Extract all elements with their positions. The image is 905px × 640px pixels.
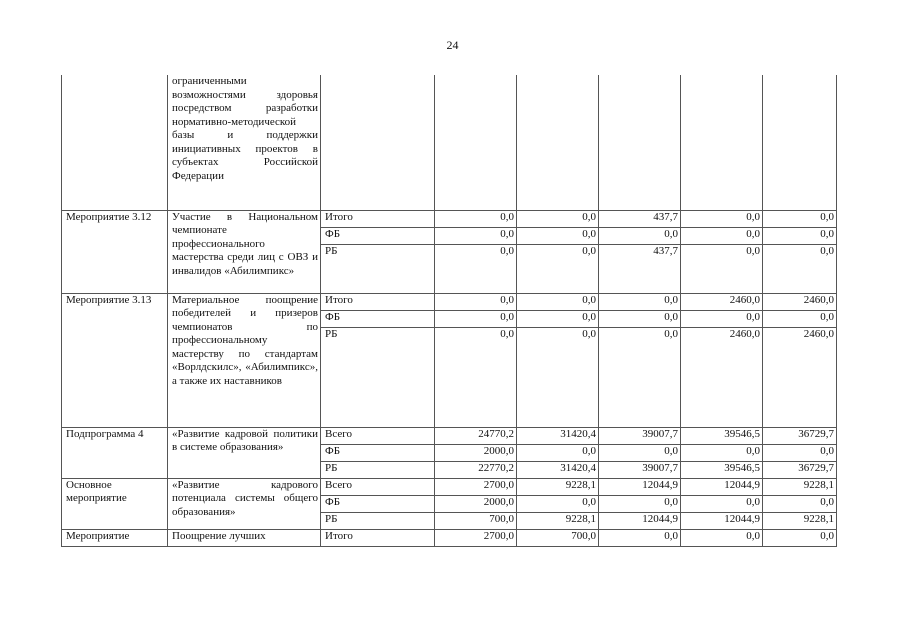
table-row — [62, 293, 837, 310]
amount-cell: 0,0 — [763, 210, 837, 227]
funding-source-cell: ФБ — [321, 227, 435, 244]
amount-cell: 437,7 — [599, 210, 681, 227]
funding-source-cell: РБ — [321, 512, 435, 529]
funding-source-cell: ФБ — [321, 444, 435, 461]
description-cell: Поощрение лучших — [168, 529, 321, 546]
amount-cell: 0,0 — [517, 244, 599, 293]
amount-cell: 0,0 — [517, 310, 599, 327]
amount-cell — [681, 75, 763, 210]
amount-cell: 0,0 — [435, 244, 517, 293]
amount-cell: 39007,7 — [599, 461, 681, 478]
amount-cell: 2460,0 — [681, 327, 763, 427]
amount-cell: 0,0 — [681, 444, 763, 461]
amount-cell: 0,0 — [517, 444, 599, 461]
funding-source-cell — [321, 75, 435, 210]
budget-table — [61, 75, 837, 547]
funding-source-cell: Итого — [321, 529, 435, 546]
amount-cell: 0,0 — [435, 227, 517, 244]
amount-cell: 2460,0 — [681, 293, 763, 310]
amount-cell: 700,0 — [517, 529, 599, 546]
amount-cell: 0,0 — [599, 310, 681, 327]
amount-cell: 24770,2 — [435, 427, 517, 444]
table-row — [62, 210, 837, 227]
amount-cell: 31420,4 — [517, 427, 599, 444]
funding-source-cell: Итого — [321, 293, 435, 310]
amount-cell: 0,0 — [681, 310, 763, 327]
amount-cell: 2700,0 — [435, 529, 517, 546]
amount-cell: 12044,9 — [681, 512, 763, 529]
amount-cell — [599, 75, 681, 210]
funding-source-cell: РБ — [321, 327, 435, 427]
amount-cell: 0,0 — [599, 227, 681, 244]
amount-cell: 0,0 — [517, 227, 599, 244]
amount-cell: 0,0 — [435, 310, 517, 327]
amount-cell: 2460,0 — [763, 327, 837, 427]
amount-cell: 0,0 — [763, 227, 837, 244]
amount-cell: 0,0 — [435, 293, 517, 310]
amount-cell: 12044,9 — [599, 478, 681, 495]
table-row — [62, 478, 837, 495]
amount-cell: 36729,7 — [763, 461, 837, 478]
amount-cell: 0,0 — [681, 227, 763, 244]
amount-cell: 9228,1 — [517, 512, 599, 529]
amount-cell: 0,0 — [517, 495, 599, 512]
amount-cell: 9228,1 — [517, 478, 599, 495]
funding-source-cell: ФБ — [321, 495, 435, 512]
amount-cell: 0,0 — [763, 444, 837, 461]
amount-cell: 0,0 — [599, 495, 681, 512]
amount-cell: 0,0 — [763, 529, 837, 546]
amount-cell: 0,0 — [599, 444, 681, 461]
event-cell: Мероприятие 3.12 — [62, 210, 168, 293]
amount-cell: 0,0 — [763, 495, 837, 512]
amount-cell: 0,0 — [599, 327, 681, 427]
amount-cell: 437,7 — [599, 244, 681, 293]
amount-cell: 2700,0 — [435, 478, 517, 495]
amount-cell — [763, 75, 837, 210]
event-cell — [62, 75, 168, 210]
description-cell: ограниченными возможностями здоровья посредством разработки нормативно-методической базы и поддержки инициативных проектов в субъектах Российской Федерации — [168, 75, 321, 210]
funding-source-cell: Всего — [321, 427, 435, 444]
amount-cell: 39546,5 — [681, 427, 763, 444]
description-cell: «Развитие кадрового потенциала системы общего образования» — [168, 478, 321, 529]
event-cell: Основное мероприятие — [62, 478, 168, 529]
amount-cell: 39546,5 — [681, 461, 763, 478]
description-cell: Материальное поощрение победителей и призеров чемпионатов по профессиональному мастерству по стандартам «Ворлдскилс», «Абилимпикс», а также их наставников — [168, 293, 321, 427]
amount-cell: 0,0 — [435, 210, 517, 227]
amount-cell — [517, 75, 599, 210]
amount-cell: 31420,4 — [517, 461, 599, 478]
amount-cell: 39007,7 — [599, 427, 681, 444]
amount-cell: 9228,1 — [763, 512, 837, 529]
table-row — [62, 529, 837, 546]
funding-source-cell: ФБ — [321, 310, 435, 327]
page-number: 24 — [446, 38, 459, 52]
amount-cell: 0,0 — [599, 293, 681, 310]
event-cell: Мероприятие — [62, 529, 168, 546]
amount-cell: 0,0 — [681, 210, 763, 227]
event-cell: Мероприятие 3.13 — [62, 293, 168, 427]
description-cell: Участие в Национальном чемпионате профессионального мастерства среди лиц с ОВЗ и инвалидов «Абилимпикс» — [168, 210, 321, 293]
amount-cell: 0,0 — [517, 293, 599, 310]
amount-cell: 0,0 — [681, 495, 763, 512]
amount-cell: 0,0 — [435, 327, 517, 427]
amount-cell: 0,0 — [517, 327, 599, 427]
amount-cell: 36729,7 — [763, 427, 837, 444]
amount-cell: 0,0 — [681, 244, 763, 293]
amount-cell: 0,0 — [763, 244, 837, 293]
amount-cell: 2000,0 — [435, 495, 517, 512]
amount-cell: 700,0 — [435, 512, 517, 529]
amount-cell: 0,0 — [517, 210, 599, 227]
amount-cell: 12044,9 — [599, 512, 681, 529]
funding-source-cell: РБ — [321, 461, 435, 478]
funding-source-cell: Всего — [321, 478, 435, 495]
amount-cell: 0,0 — [763, 310, 837, 327]
table-row — [62, 427, 837, 444]
event-cell: Подпрограмма 4 — [62, 427, 168, 478]
amount-cell: 0,0 — [599, 529, 681, 546]
amount-cell: 2460,0 — [763, 293, 837, 310]
amount-cell — [435, 75, 517, 210]
amount-cell: 22770,2 — [435, 461, 517, 478]
amount-cell: 0,0 — [681, 529, 763, 546]
amount-cell: 2000,0 — [435, 444, 517, 461]
funding-source-cell: РБ — [321, 244, 435, 293]
funding-source-cell: Итого — [321, 210, 435, 227]
description-cell: «Развитие кадровой политики в системе образования» — [168, 427, 321, 478]
amount-cell: 9228,1 — [763, 478, 837, 495]
table-row — [62, 75, 837, 210]
amount-cell: 12044,9 — [681, 478, 763, 495]
